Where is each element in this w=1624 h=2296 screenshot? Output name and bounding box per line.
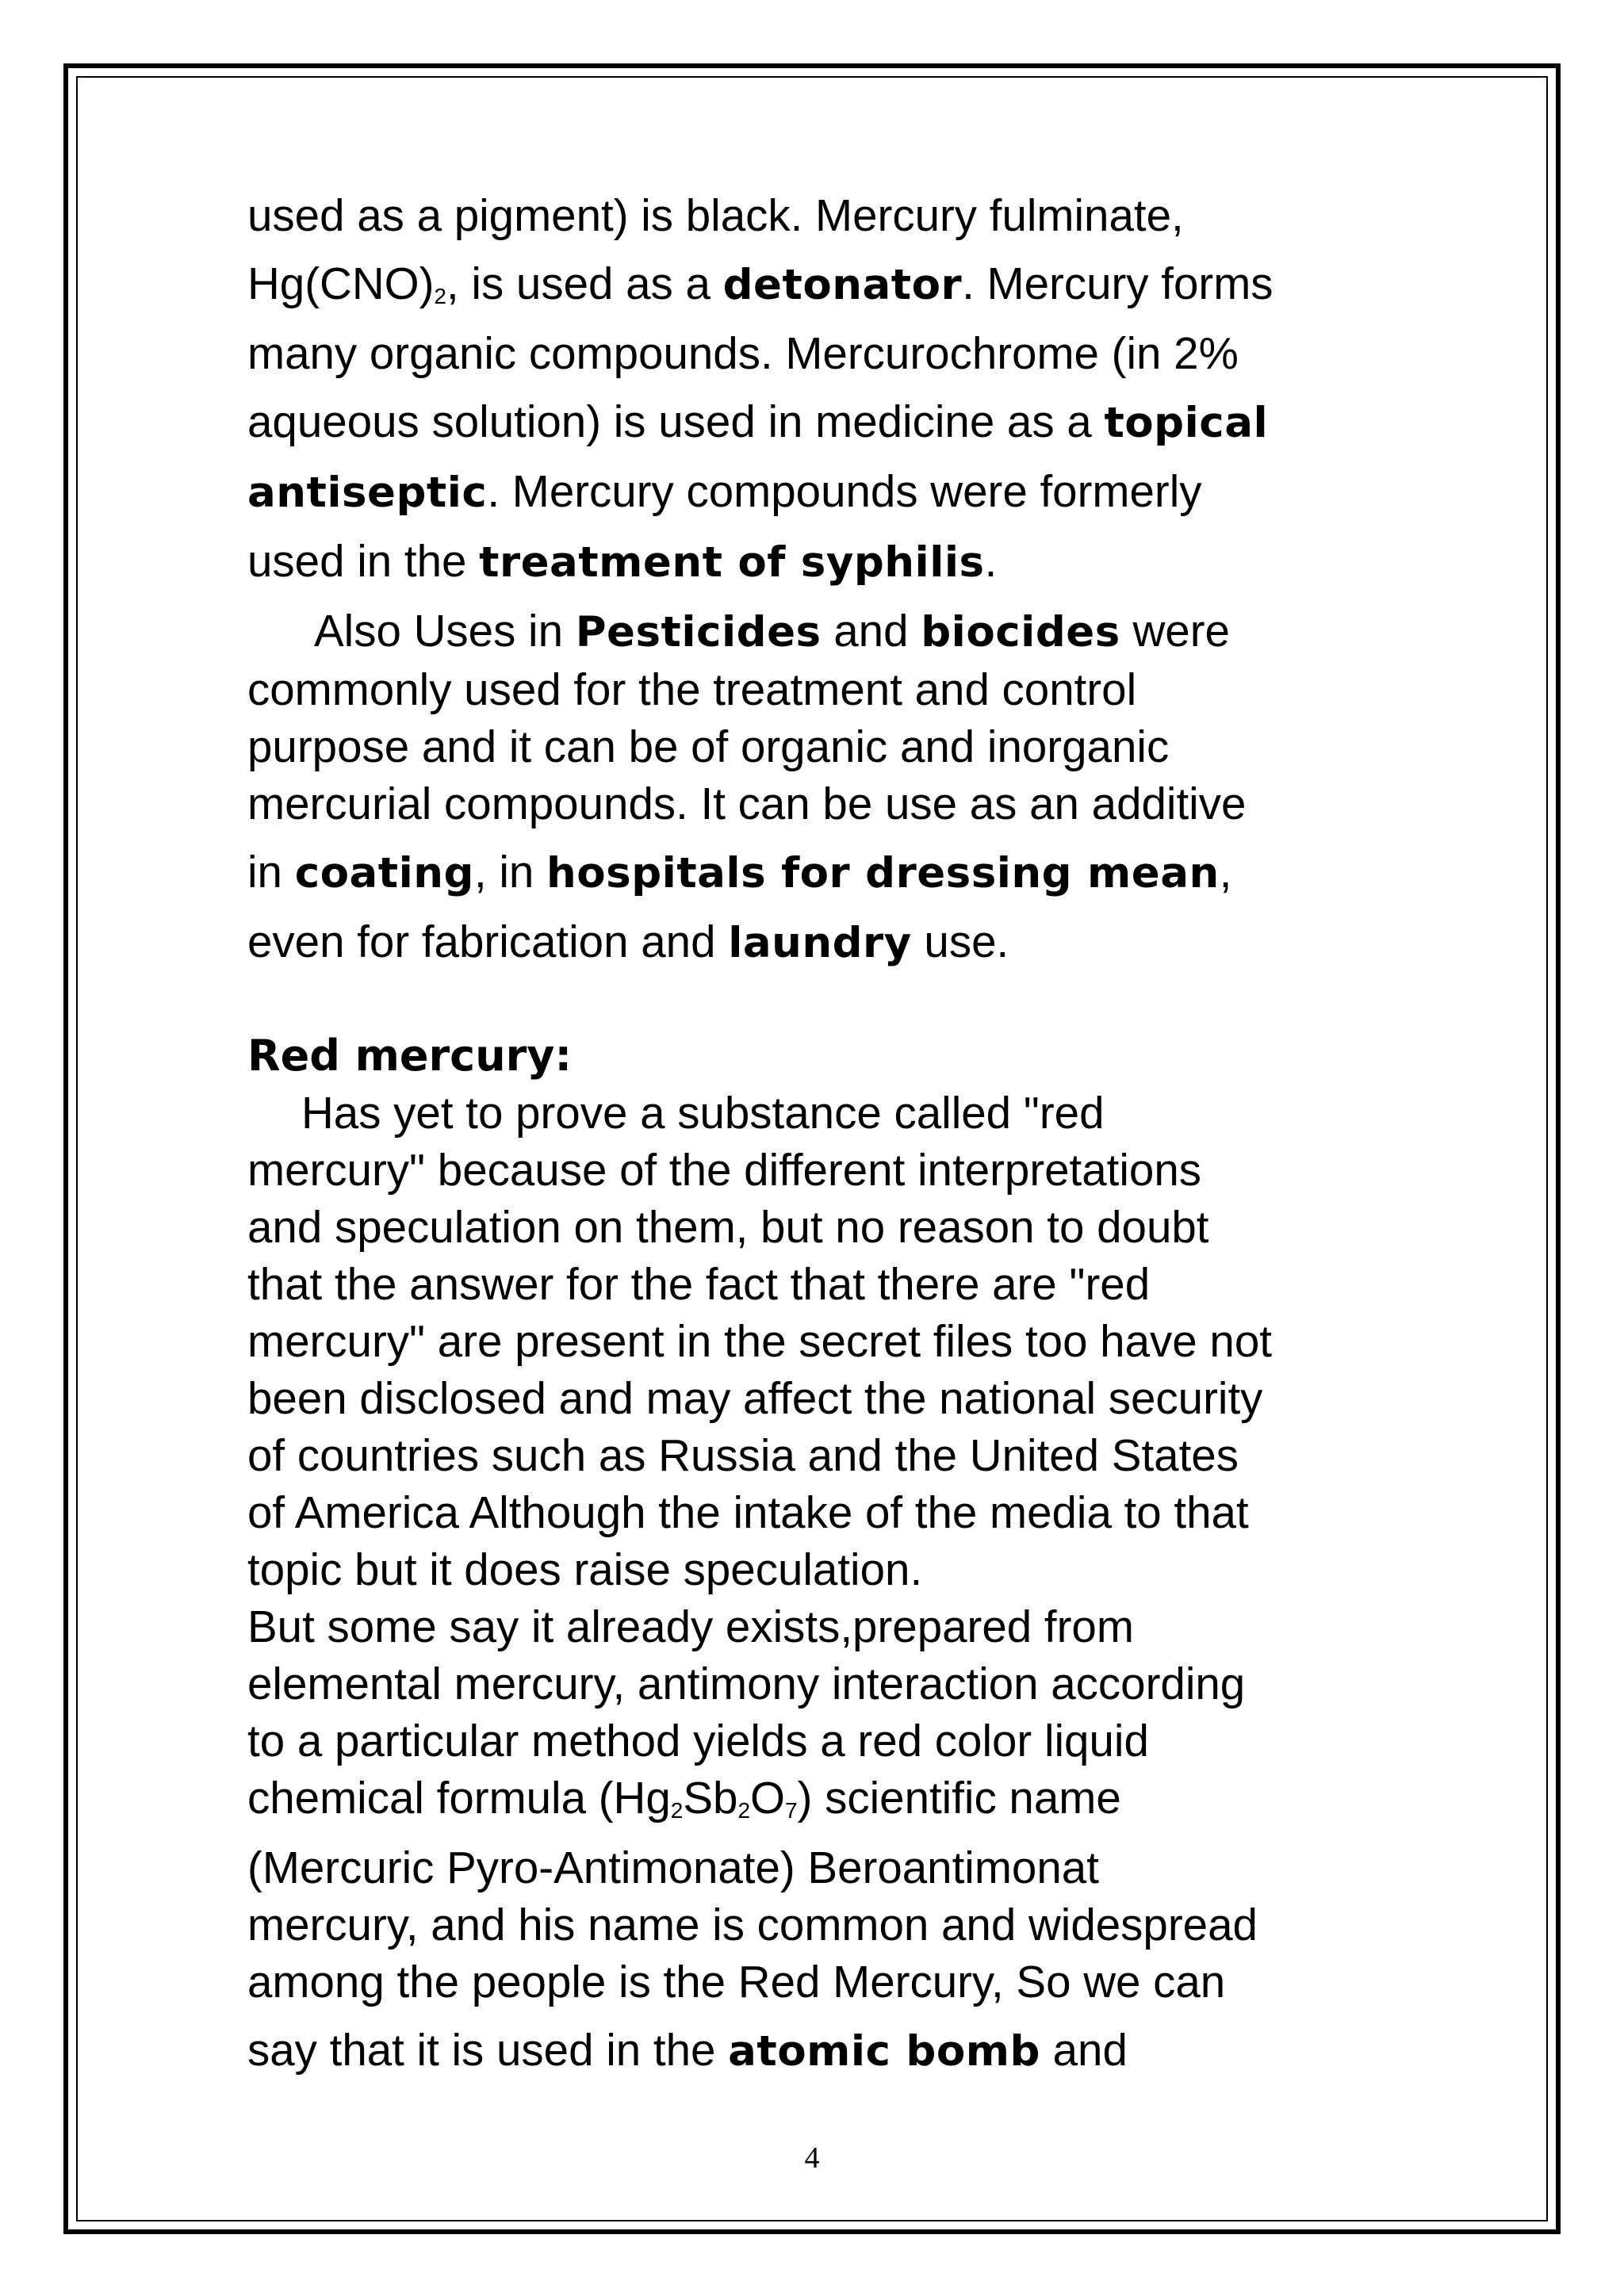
text-line [247,1085,1397,1142]
text: . [984,536,998,586]
bold-term: coating [294,849,474,897]
text-line [247,1484,1397,1541]
bold-term: antiseptic [247,469,488,517]
text-line [247,718,1397,775]
paragraph-uses [247,187,1397,591]
bold-term: biocides [921,608,1120,656]
text: among the people is the Red Mercury, So we can [247,1957,1226,2007]
text: that the answer for the fact that there are "red [247,1259,1151,1309]
text: Has yet to prove a substance called "red [301,1088,1105,1138]
text: . Mercury compounds were formerly [487,466,1202,516]
section-heading: Red mercury: [247,1031,573,1081]
text: . Mercury forms [962,258,1274,308]
text-line [247,1954,1397,2011]
text-line [247,1896,1397,1954]
text: Hg(CNO) [247,258,435,308]
text: commonly used for the treatment and control [247,664,1137,714]
bold-term: atomic bomb [728,2027,1040,2076]
text: in [247,847,295,897]
text-line [247,603,1397,661]
text-line [247,325,1397,382]
bold-term: treatment of syphilis [479,538,985,587]
text: aqueous solution) is used in medicine as a [247,396,1105,446]
text-line [247,1598,1397,1655]
text: O [750,1773,785,1823]
paragraph-red-mercury [247,1085,1397,1598]
subscript: 7 [785,1798,798,1823]
text-line [247,533,1397,591]
page-body [247,187,1397,2080]
text: chemical formula (Hg [247,1773,671,1823]
text: to a particular method yields a red color liquid [247,1716,1149,1766]
text-line [247,1142,1397,1199]
text: of America Although the intake of the media to that [247,1487,1249,1537]
text: purpose and it can be of organic and inorganic [247,721,1170,771]
text-line [247,1541,1397,1598]
text: use. [911,916,1009,966]
text: of countries such as Russia and the United States [247,1430,1239,1480]
bold-term: detonator [722,261,963,309]
text: , is used as a [446,258,723,308]
subscript: 2 [670,1798,684,1823]
text-line [247,1712,1397,1770]
text-line [247,1770,1397,1839]
bold-term: topical [1104,399,1269,447]
text-line [247,913,1397,972]
text: mercury" because of the different interpretations [247,1145,1202,1195]
text: topic but it does raise speculation. [247,1544,923,1594]
bold-term: hospitals for dressing mean [546,849,1220,897]
text-line [247,1313,1397,1370]
text: been disclosed and may affect the national security [247,1373,1263,1423]
text-line [247,1370,1397,1427]
text: Sb [683,1773,738,1823]
text-line [247,1839,1397,1896]
text-line [247,255,1397,325]
text-line [247,2022,1397,2080]
text: and [821,606,921,656]
text-line [247,187,1397,244]
text: used in the [247,536,480,586]
text: and speculation on them, but no reason to doubt [247,1202,1209,1252]
text-line [247,775,1397,832]
text: But some say it already exists,prepared from [247,1601,1134,1651]
bold-term: laundry [728,919,912,967]
text: mercury, and his name is common and widespread [247,1900,1258,1950]
subscript: 2 [737,1798,751,1823]
text-line [247,1655,1397,1712]
text-line [247,844,1397,902]
text: ) scientific name [797,1773,1121,1823]
text: many organic compounds. Mercurochrome (in 2% [247,328,1239,378]
paragraph-formula [247,1598,1397,2080]
text: Also Uses in [314,606,576,656]
text: mercurial compounds. It can be use as an additive [247,779,1247,828]
text: mercury" are present in the secret files too have not [247,1316,1272,1366]
page-number: 4 [804,2141,820,2175]
subscript: 2 [434,284,446,308]
text-line [247,661,1397,718]
text: used as a pigment) is black. Mercury fulminate, [247,190,1184,240]
text: (Mercuric Pyro-Antimonate) Beroantimonat [247,1843,1099,1892]
text-line [247,1256,1397,1313]
text: were [1120,606,1230,656]
text: elemental mercury, antimony interaction according [247,1659,1246,1709]
text-line [247,463,1397,522]
text: and [1040,2025,1128,2075]
text: say that it is used in the [247,2025,729,2075]
bold-term: Pesticides [575,608,822,656]
text: , in [473,847,547,897]
text-line [247,1427,1397,1484]
text: , [1219,847,1232,897]
paragraph-pesticides [247,603,1397,972]
text-line [247,1199,1397,1256]
text-line [247,393,1397,452]
text: even for fabrication and [247,916,729,966]
